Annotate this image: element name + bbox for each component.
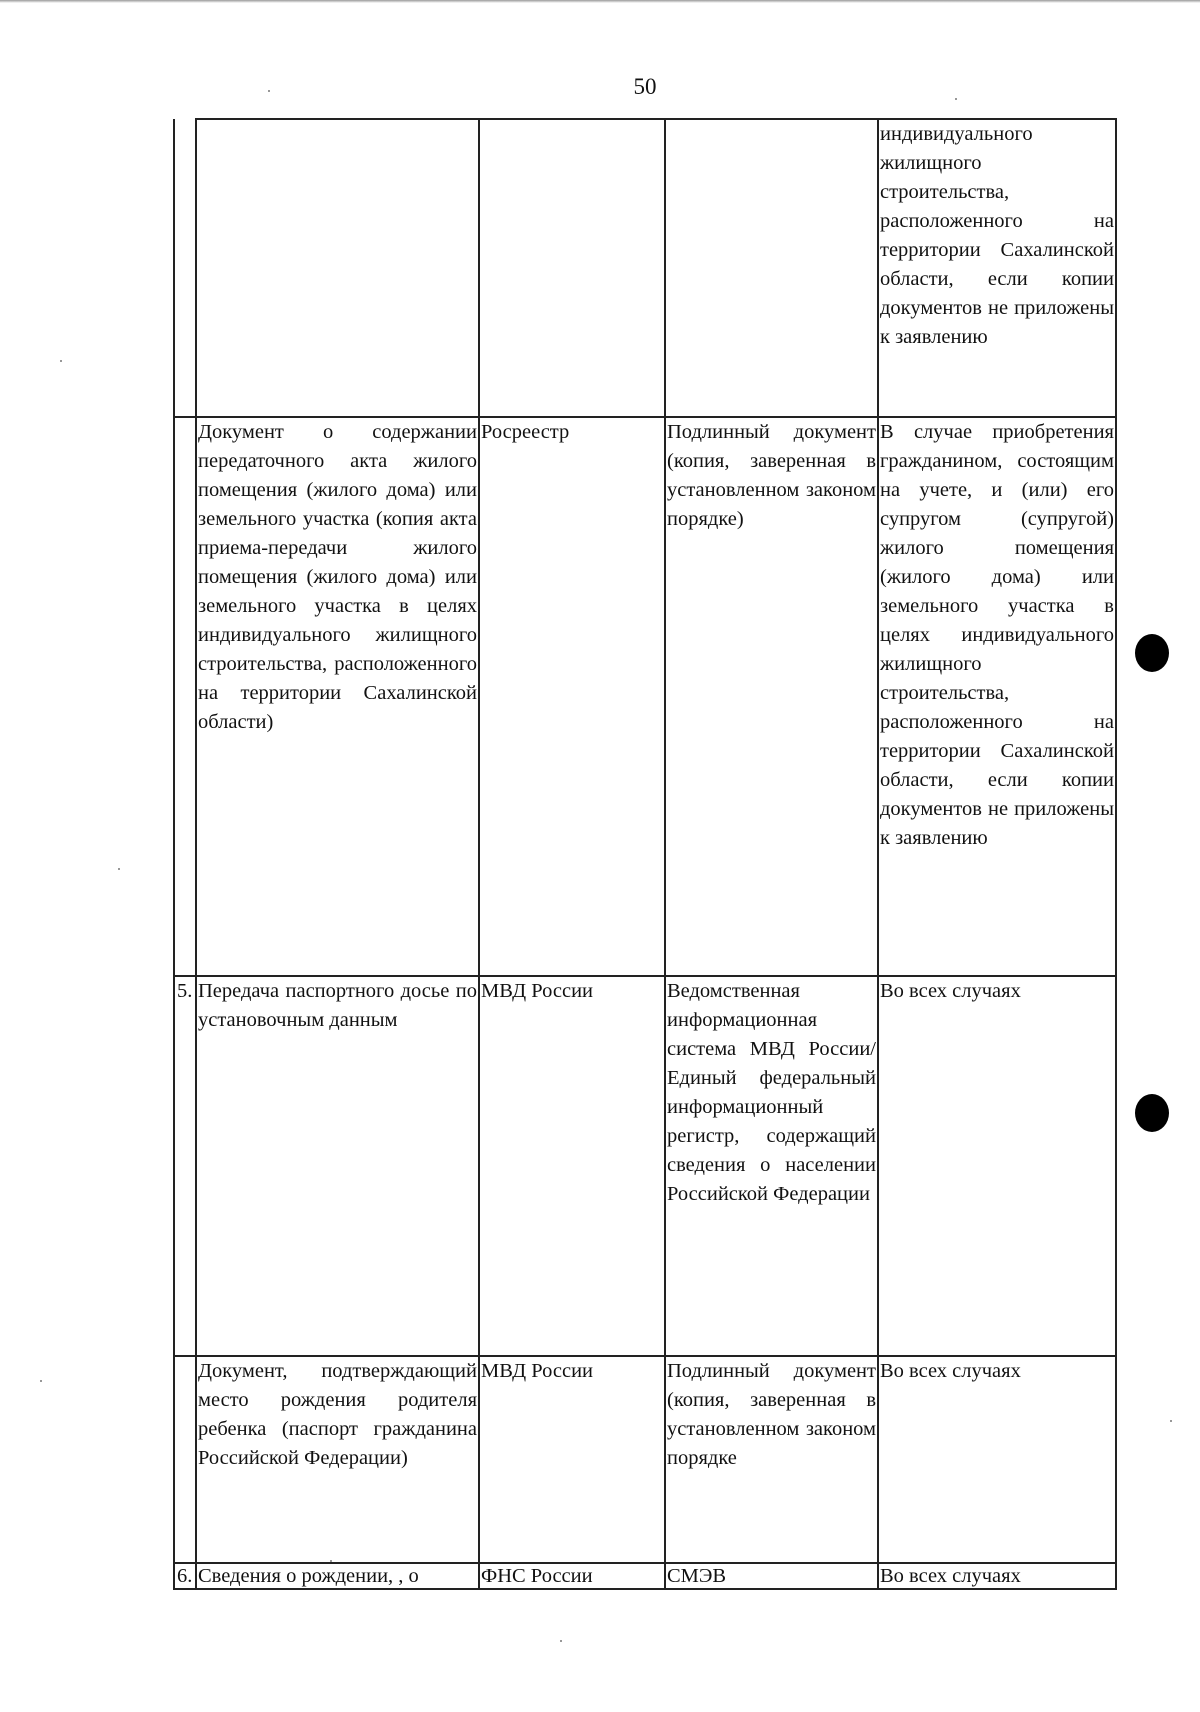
provider-cell: Росреестр	[479, 417, 665, 976]
table-row	[174, 417, 1116, 976]
row-number-cell	[174, 417, 196, 976]
scan-speck	[268, 90, 270, 92]
punch-hole	[1135, 634, 1169, 672]
scan-speck	[955, 98, 957, 100]
scan-speck	[1170, 1420, 1172, 1422]
services-table	[173, 118, 1117, 1590]
punch-hole	[1135, 1094, 1169, 1132]
source-cell	[665, 119, 878, 417]
condition-cell: В случае приобретения гражданином, состоящим на учете, и (или) его супругом (супругой) жилого помещения (жилого дома) или земельного участка в целях индивидуального жилищного строительства, расположенного на территории Сахалинской области, если копии документов не приложены к заявлению	[878, 417, 1116, 976]
document-cell	[196, 119, 479, 417]
row-number-cell: 5.	[174, 976, 196, 1356]
source-cell: Ведомственная информационная система МВД России/Единый федеральный информационный регистр, содержащий сведения о населении Российской Федерации	[665, 976, 878, 1356]
provider-cell: МВД России	[479, 1356, 665, 1563]
row-number-cell: 6.	[174, 1563, 196, 1589]
provider-cell: ФНС России	[479, 1563, 665, 1589]
scan-speck	[40, 1380, 42, 1382]
table-row	[174, 119, 1116, 417]
scan-edge	[0, 0, 1200, 3]
scan-speck	[118, 868, 120, 870]
scan-speck	[330, 1560, 332, 1562]
source-cell: Подлинный документ (копия, заверенная в установленном законом порядке	[665, 1356, 878, 1563]
condition-cell: Во всех случаях	[878, 976, 1116, 1356]
document-cell: Документ о содержании передаточного акта жилого помещения (жилого дома) или земельного участка (копия акта приема-передачи жилого помещения (жилого дома) или земельного участка в целях индивидуального жилищного строительства, расположенного на территории Сахалинской области)	[196, 417, 479, 976]
table-row	[174, 1563, 1116, 1589]
row-number-cell	[174, 119, 196, 417]
provider-cell: МВД России	[479, 976, 665, 1356]
table-row	[174, 1356, 1116, 1563]
source-cell: Подлинный документ (копия, заверенная в установленном законом порядке)	[665, 417, 878, 976]
row-number-cell	[174, 1356, 196, 1563]
condition-cell: Во всех случаях	[878, 1563, 1116, 1589]
document-cell: Сведения о рождении, , о	[196, 1563, 479, 1589]
document-cell: Передача паспортного досье по установочным данным	[196, 976, 479, 1356]
table-row	[174, 976, 1116, 1356]
page-number: 50	[633, 74, 657, 99]
provider-cell	[479, 119, 665, 417]
scan-speck	[560, 1640, 562, 1642]
condition-cell: индивидуального жилищного строительства, расположенного на территории Сахалинской области, если копии документов не приложены к заявлению	[878, 119, 1116, 417]
document-cell: Документ, подтверждающий место рождения родителя ребенка (паспорт гражданина Российской Федерации)	[196, 1356, 479, 1563]
condition-cell: Во всех случаях	[878, 1356, 1116, 1563]
source-cell: СМЭВ	[665, 1563, 878, 1589]
scan-speck	[60, 360, 62, 362]
